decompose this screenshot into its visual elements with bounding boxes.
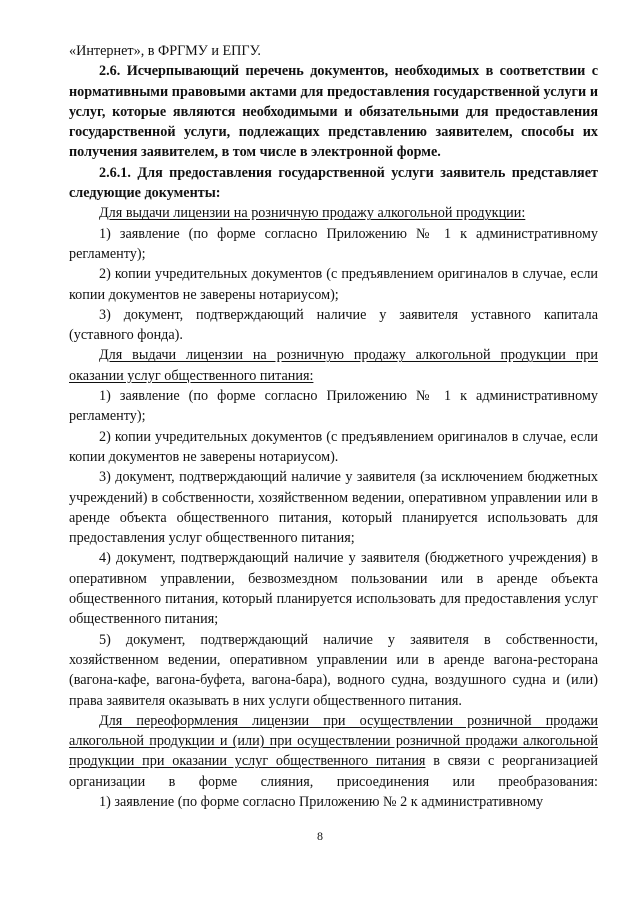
- subsection-heading-2-6-1: 2.6.1. Для предоставления государственной услуги заявитель представляет следующие документы:: [69, 164, 598, 202]
- list-item: 1) заявление (по форме согласно Приложению № 1 к административному регламенту);: [69, 388, 598, 425]
- underlined-heading-text: Для выдачи лицензии на розничную продажу алкогольной продукции:: [99, 205, 526, 222]
- list-item: 3) документ, подтверждающий наличие у заявителя (за исключением бюджетных учреждений) в собственности, хозяйственном ведении, оперативном управлении или в аренде объекта общественного питания, который планируется использовать для предоставления услуг общественного питания;: [69, 469, 598, 547]
- page-number: 8: [317, 829, 323, 843]
- list-item: 2) копии учредительных документов (с предъявлением оригиналов в случае, если копии документов не заверены нотариусом);: [69, 266, 598, 303]
- paragraph-continuation: «Интернет», в ФРГМУ и ЕПГУ.: [69, 43, 261, 59]
- list-item: 5) документ, подтверждающий наличие у заявителя в собственности, хозяйственном ведении, оперативном управлении или в аренде вагона-ресторана (вагона-кафе, вагона-буфета, вагона-бара), водного судна, воздушного судна и (или) права заявителя оказывать в них услуги общественного питания.: [69, 631, 598, 709]
- underlined-heading-text: Для переоформления лицензии при осуществлении розничной продажи алкогольной продукции и (или) при осуществлении розничной продажи алкогольной продукции при оказании услуг общественного питания: [69, 712, 598, 770]
- list-heading-license-reissue: [69, 711, 598, 792]
- list-heading-license-catering: [69, 345, 598, 386]
- list-item: 3) документ, подтверждающий наличие у заявителя уставного капитала (уставного фонда).: [69, 306, 598, 344]
- list-heading-license-issue: [69, 203, 598, 223]
- list-item: 2) копии учредительных документов (с предъявлением оригиналов в случае, если копии документов не заверены нотариусом).: [69, 428, 598, 465]
- underlined-heading-text: Для выдачи лицензии на розничную продажу алкогольной продукции при оказании услуг общественного питания:: [69, 347, 598, 384]
- list-item: 1) заявление (по форме согласно Приложению № 1 к административному регламенту);: [69, 225, 598, 262]
- list-item: 1) заявление (по форме согласно Приложению № 2 к административному: [99, 793, 544, 810]
- document-body: [69, 41, 598, 812]
- section-heading-2-6: 2.6. Исчерпывающий перечень документов, необходимых в соответствии с нормативными правовыми актами для предоставления государственной услуги и услуг, которые являются необходимыми и обязательными для предоставления государственной услуги, подлежащих представлению заявителем, способы их получения заявителем, в том числе в электронной форме.: [69, 63, 598, 161]
- list-item: 4) документ, подтверждающий наличие у заявителя (бюджетного учреждения) в оперативном управлении, безвозмездном пользовании или в аренде объекта общественного питания, который планируется использовать для предоставления услуг общественного питания;: [69, 550, 598, 628]
- heading-continuation-text: в связи с реорганизацией организации в форме слияния, присоединения или преобразования:: [69, 753, 598, 790]
